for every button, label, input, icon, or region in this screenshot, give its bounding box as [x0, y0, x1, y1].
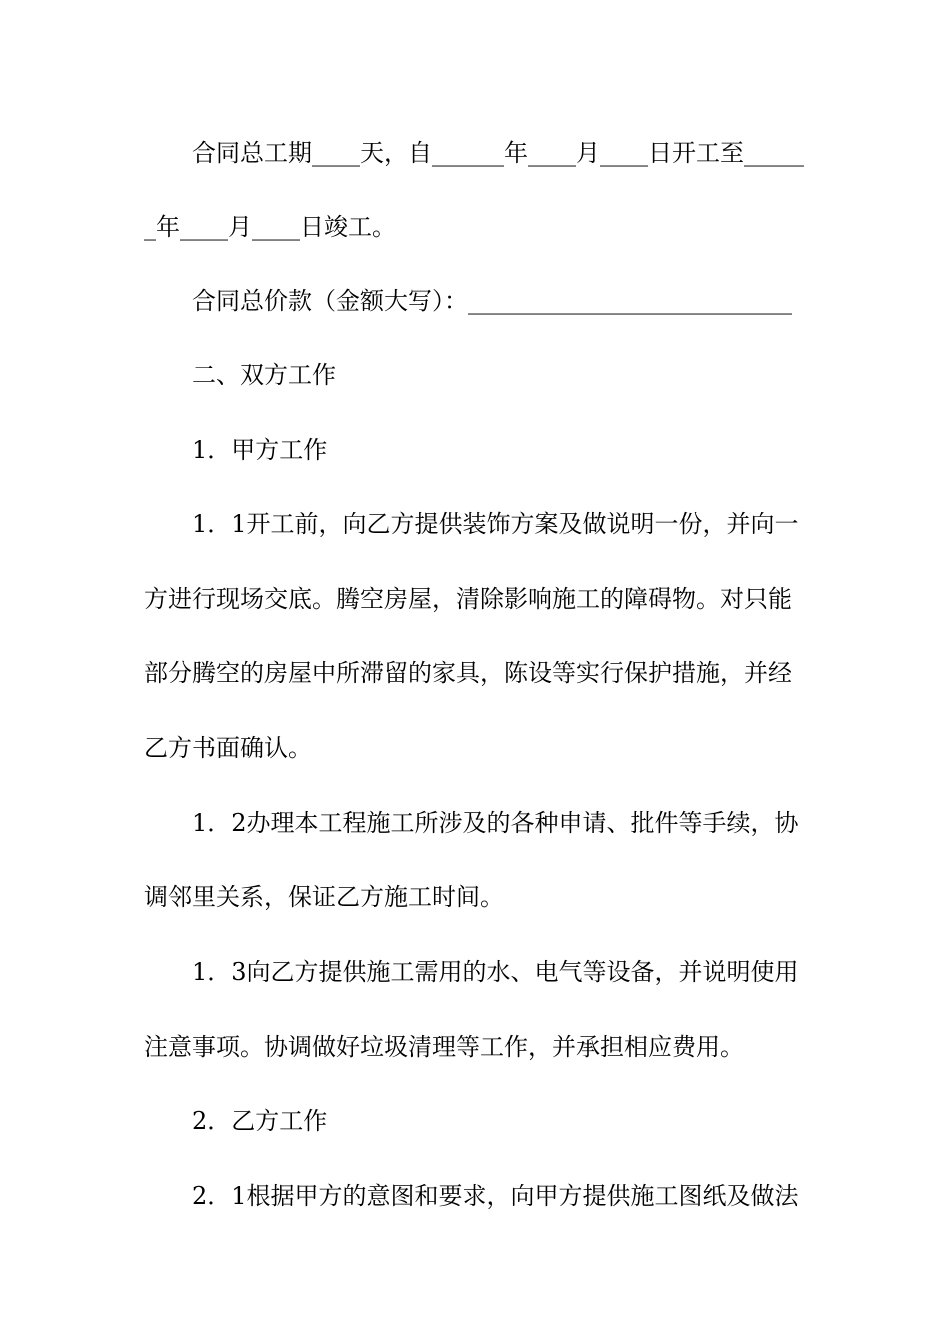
- total-price-line: 合同总价款（金额大写）：___________________________: [192, 287, 792, 315]
- clause-1-2-line-2: 调邻里关系，保证乙方施工时间。: [144, 883, 504, 911]
- clause-1-2-line-1: 1．2办理本工程施工所涉及的各种申请、批件等手续，协: [192, 809, 799, 837]
- subheading-party-b-work: 2．乙方工作: [192, 1107, 328, 1135]
- clause-1-1-line-2: 方进行现场交底。腾空房屋，清除影响施工的障碍物。对只能: [144, 585, 792, 613]
- clause-1-1-line-1: 1．1开工前，向乙方提供装饰方案及做说明一份，并向一: [192, 510, 799, 538]
- clause-1-3-line-1: 1．3向乙方提供施工需用的水、电气等设备，并说明使用: [192, 958, 799, 986]
- clause-1-1-line-4: 乙方书面确认。: [144, 734, 312, 762]
- clause-2-1-line-1: 2．1根据甲方的意图和要求，向甲方提供施工图纸及做法: [192, 1182, 799, 1210]
- clause-1-3-line-2: 注意事项。协调做好垃圾清理等工作，并承担相应费用。: [144, 1033, 744, 1061]
- period-line-1: 合同总工期____天，自______年____月____日开工至_____: [192, 139, 804, 167]
- section-heading-both-parties: 二、双方工作: [192, 361, 336, 389]
- period-line-2: _年____月____日竣工。: [144, 213, 396, 241]
- subheading-party-a-work: 1．甲方工作: [192, 436, 328, 464]
- clause-1-1-line-3: 部分腾空的房屋中所滞留的家具，陈设等实行保护措施，并经: [144, 659, 792, 687]
